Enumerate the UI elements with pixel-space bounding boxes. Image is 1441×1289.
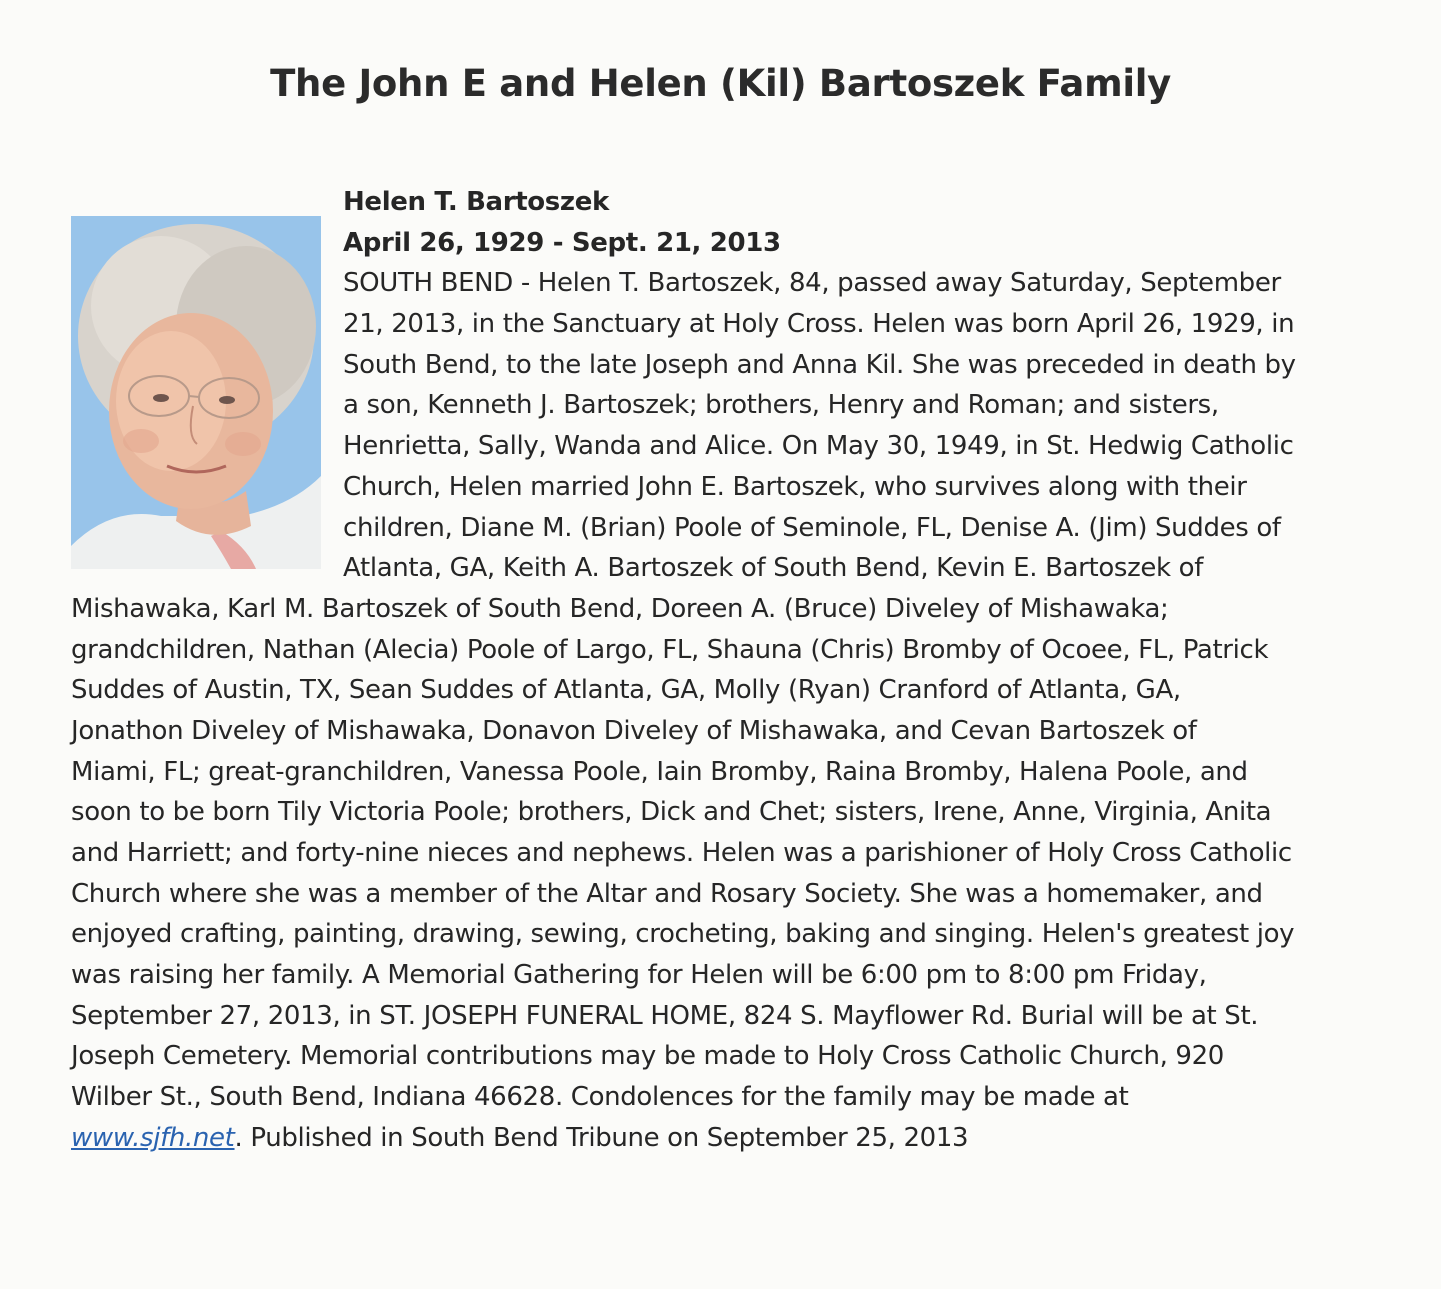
text-line: and Harriett; and forty-nine nieces and nephews. Helen was a parishioner of Holy Cross Catholic [71, 838, 1292, 868]
text-line: a son, Kenneth J. Bartoszek; brothers, Henry and Roman; and sisters, [343, 390, 1219, 421]
page-title: The John E and Helen (Kil) Bartoszek Family [270, 62, 1171, 105]
last-line [71, 1118, 1381, 1159]
text-line: Joseph Cemetery. Memorial contributions may be made to Holy Cross Catholic Church, 920 [71, 1041, 1224, 1072]
text-line: Mishawaka, Karl M. Bartoszek of South Bend, Doreen A. (Bruce) Diveley of Mishawaka; [71, 593, 1169, 624]
text-line: was raising her family. A Memorial Gathering for Helen will be 6:00 pm to 8:00 pm Friday, [71, 960, 1207, 991]
text-line: Church where she was a member of the Altar and Rosary Society. She was a homemaker, and [71, 878, 1263, 909]
text-line: Suddes of Austin, TX, Sean Suddes of Atlanta, GA, Molly (Ryan) Cranford of Atlanta, GA, [71, 675, 1181, 706]
text-line: soon to be born Tily Victoria Poole; brothers, Dick and Chet; sisters, Irene, Anne, Virginia, Anita [71, 797, 1272, 828]
text-line: grandchildren, Nathan (Alecia) Poole of Largo, FL, Shauna (Chris) Bromby of Ocoee, FL, Patrick [71, 634, 1269, 665]
text-line: enjoyed crafting, painting, drawing, sewing, crocheting, baking and singing. Helen's greatest joy [71, 919, 1295, 950]
text-line: Church, Helen married John E. Bartoszek, who survives along with their [343, 471, 1247, 502]
text-line: Wilber St., South Bend, Indiana 46628. Condolences for the family may be made at [71, 1082, 1129, 1113]
obituary-name: Helen T. Bartoszek [343, 187, 609, 217]
publication-note: . Published in South Bend Tribune on September 25, 2013 [234, 1122, 969, 1153]
text-line: SOUTH BEND - Helen T. Bartoszek, 84, passed away Saturday, September [343, 268, 1281, 299]
obituary-text [71, 182, 1381, 1159]
obituary-dates: April 26, 1929 - Sept. 21, 2013 [343, 227, 781, 258]
text-line: 21, 2013, in the Sanctuary at Holy Cross. Helen was born April 26, 1929, in [343, 309, 1295, 340]
text-line: Miami, FL; great-granchildren, Vanessa Poole, Iain Bromby, Raina Bromby, Halena Poole, and [71, 756, 1248, 787]
funeral-home-link[interactable]: www.sjfh.net [71, 1122, 235, 1153]
text-line: South Bend, to the late Joseph and Anna Kil. She was preceded in death by [343, 349, 1296, 380]
text-line: children, Diane M. (Brian) Poole of Seminole, FL, Denise A. (Jim) Suddes of [343, 512, 1281, 543]
text-line: Atlanta, GA, Keith A. Bartoszek of South Bend, Kevin E. Bartoszek of [343, 553, 1204, 584]
text-line: Jonathon Diveley of Mishawaka, Donavon Diveley of Mishawaka, and Cevan Bartoszek of [71, 715, 1197, 746]
text-line: September 27, 2013, in ST. JOSEPH FUNERAL HOME, 824 S. Mayflower Rd. Burial will be at St. [71, 1000, 1259, 1031]
text-line: Henrietta, Sally, Wanda and Alice. On May 30, 1949, in St. Hedwig Catholic [343, 431, 1294, 462]
